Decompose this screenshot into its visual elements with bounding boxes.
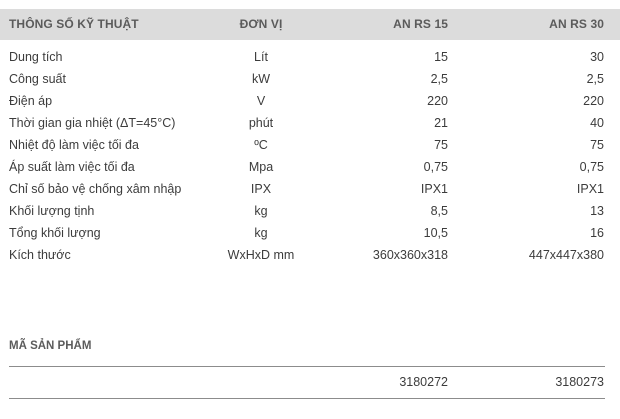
product-code-title: MÃ SẢN PHẨM [9,340,92,352]
spec-name: Nhiệt độ làm việc tối đa [9,138,139,152]
spec-unit: Lít [254,50,268,64]
spec-unit: ºC [254,138,268,152]
spec-value-an-rs-30: 13 [590,204,604,218]
spec-value-an-rs-15: 360x360x318 [372,248,448,262]
product-code-an-rs-15: 3180272 [399,375,448,389]
spec-table-header [0,9,620,40]
table-row [0,156,620,178]
header-spec: THÔNG SỐ KỸ THUẬT [9,17,139,31]
spec-name: Công suất [9,72,66,86]
spec-name: Thời gian gia nhiệt (ΔT=45°C) [9,116,176,130]
spec-value-an-rs-15: 15 [434,50,448,64]
spec-value-an-rs-15: 220 [427,94,448,108]
spec-name: Áp suất làm việc tối đa [9,160,135,174]
spec-name: Chỉ số bảo vệ chống xâm nhập [9,182,182,196]
spec-unit: kg [254,226,268,240]
product-code-an-rs-30: 3180273 [555,375,604,389]
divider [9,366,605,367]
table-row [0,68,620,90]
spec-unit: V [256,94,266,108]
spec-value-an-rs-30: 2,5 [586,72,604,86]
table-row [0,46,620,68]
spec-name: Dung tích [9,50,63,64]
spec-name: Kích thước [9,248,71,262]
spec-unit: kW [251,72,271,86]
spec-value-an-rs-15: 2,5 [430,72,448,86]
spec-value-an-rs-30: 40 [590,116,604,130]
spec-value-an-rs-15: 0,75 [423,160,448,174]
header-unit: ĐƠN VỊ [239,17,283,31]
spec-value-an-rs-30: 0,75 [579,160,604,174]
spec-unit: phút [248,116,274,130]
table-row [0,178,620,200]
divider [9,398,605,399]
spec-name: Tổng khối lượng [9,226,101,240]
product-code-row [0,371,620,393]
spec-value-an-rs-15: 21 [434,116,448,130]
table-row [0,244,620,266]
spec-value-an-rs-30: 75 [590,138,604,152]
table-row [0,134,620,156]
spec-name: Khối lượng tịnh [9,204,95,218]
table-row [0,222,620,244]
spec-value-an-rs-15: 10,5 [423,226,448,240]
header-an-rs-15: AN RS 15 [393,17,448,31]
spec-value-an-rs-30: 30 [590,50,604,64]
table-row [0,112,620,134]
spec-value-an-rs-15: 8,5 [430,204,448,218]
spec-value-an-rs-15: IPX1 [420,182,448,196]
spec-unit: WxHxD mm [227,248,295,262]
spec-name: Điện áp [9,94,53,108]
spec-value-an-rs-15: 75 [434,138,448,152]
table-row [0,90,620,112]
spec-value-an-rs-30: IPX1 [576,182,604,196]
header-an-rs-30: AN RS 30 [549,17,604,31]
spec-value-an-rs-30: 220 [583,94,604,108]
spec-value-an-rs-30: 447x447x380 [528,248,604,262]
table-row [0,200,620,222]
spec-unit: IPX [250,182,272,196]
spec-unit: Mpa [248,160,274,174]
spec-unit: kg [254,204,268,218]
spec-table-body [0,46,620,266]
spec-value-an-rs-30: 16 [590,226,604,240]
